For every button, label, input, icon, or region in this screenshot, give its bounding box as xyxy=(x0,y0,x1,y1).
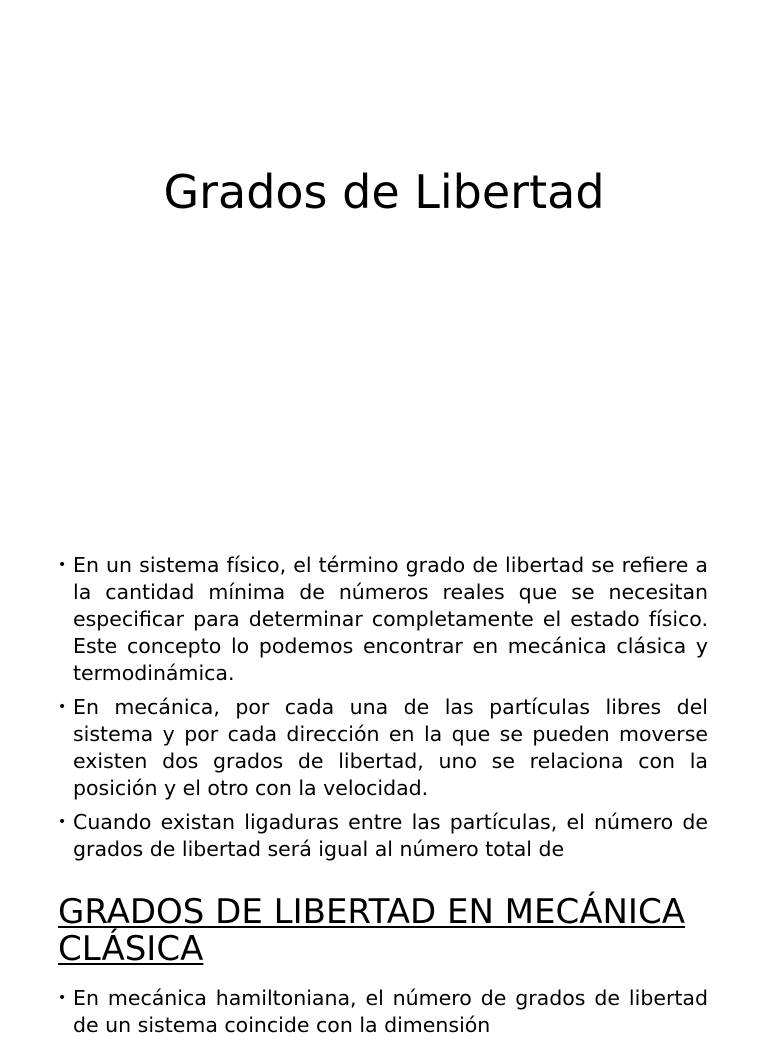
bullet-text: En mecánica hamiltoniana, el número de grados de libertad de un sistema coincide con la dimensión xyxy=(73,986,708,1037)
section-heading: GRADOS DE LIBERTAD EN MECÁNICA CLÁSICA xyxy=(58,892,685,969)
bullet-icon: • xyxy=(58,814,67,830)
list-item xyxy=(58,552,708,687)
bullet-icon: • xyxy=(58,699,67,715)
bullet-icon: • xyxy=(58,557,67,573)
bullet-text: Cuando existan ligaduras entre las partículas, el número de grados de libertad será igual al número total de xyxy=(73,810,708,861)
bullet-list xyxy=(58,552,708,864)
bullet-icon: • xyxy=(58,990,67,1006)
slide-title: Grados de Libertad xyxy=(163,165,605,219)
list-item xyxy=(58,809,708,863)
list-item xyxy=(58,694,708,802)
bullet-text: En mecánica, por cada una de las partículas libres del sistema y por cada dirección en la que se pueden moverse existen dos grados de libertad, uno se relaciona con la posición y el otro con la velocidad. xyxy=(73,695,708,800)
bullet-list xyxy=(58,985,708,1045)
list-item xyxy=(58,985,708,1039)
bullet-text: En un sistema físico, el término grado de libertad se refiere a la cantidad mínima de números reales que se necesitan especificar para determinar completamente el estado físico. Este concepto lo podemos encontrar en mecánica clásica y termodinámica. xyxy=(73,553,708,685)
